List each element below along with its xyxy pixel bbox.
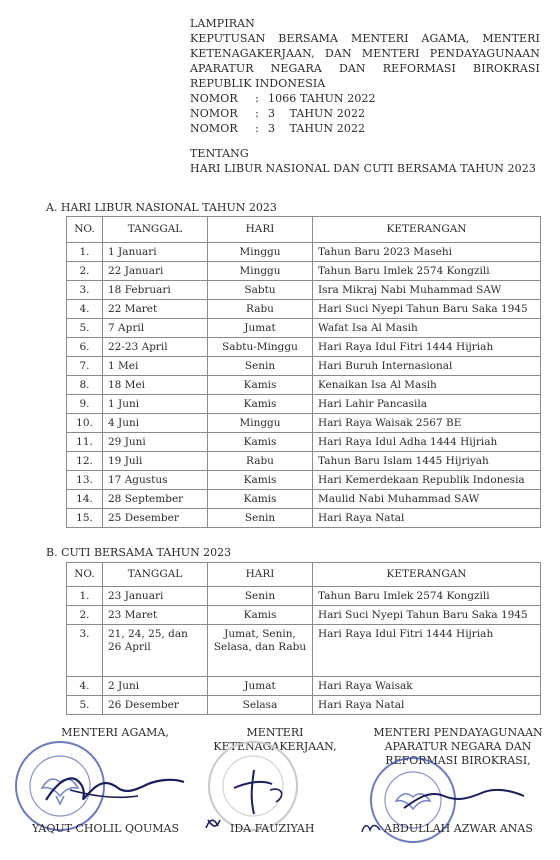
cell-tanggal: 26 Desember — [103, 696, 208, 715]
cell-no: 3. — [67, 281, 103, 300]
cell-keterangan: Hari Raya Waisak — [313, 677, 541, 696]
cell-tanggal: 19 Juli — [103, 452, 208, 471]
cell-no: 7. — [67, 357, 103, 376]
cell-no: 12. — [67, 452, 103, 471]
signature-stroke-icon — [204, 816, 222, 832]
cell-no: 14. — [67, 490, 103, 509]
cell-keterangan: Hari Raya Idul Adha 1444 Hijriah — [313, 433, 541, 452]
table-header-row — [67, 217, 541, 243]
cell-keterangan: Hari Suci Nyepi Tahun Baru Saka 1945 — [313, 300, 541, 319]
table-row — [67, 606, 541, 625]
signature-name-agama: YAQUT CHOLIL QOUMAS — [32, 822, 180, 835]
table-row — [67, 696, 541, 715]
nomor-label: NOMOR — [190, 122, 238, 135]
cell-no: 1. — [67, 243, 103, 262]
cell-no: 5. — [67, 319, 103, 338]
table-row — [67, 587, 541, 606]
cell-no: 10. — [67, 414, 103, 433]
signature-stroke-icon — [40, 760, 190, 816]
keputusan-line-2: KETENAGAKERJAAN, DAN MENTERI PENDAYAGUNAAN — [190, 47, 540, 60]
cell-tanggal: 1 Mei — [103, 357, 208, 376]
table-row — [67, 300, 541, 319]
cell-no: 13. — [67, 471, 103, 490]
cell-keterangan: Hari Kemerdekaan Republik Indonesia — [313, 471, 541, 490]
cell-no: 15. — [67, 509, 103, 528]
cell-tanggal: 1 Januari — [103, 243, 208, 262]
cell-hari: Kamis — [208, 606, 313, 625]
cell-no: 2. — [67, 606, 103, 625]
cell-keterangan: Hari Raya Natal — [313, 696, 541, 715]
cell-keterangan: Hari Raya Idul Fitri 1444 Hijriah — [313, 625, 541, 677]
cell-hari: Kamis — [208, 490, 313, 509]
cell-no: 6. — [67, 338, 103, 357]
signature-title-line: REFORMASI BIROKRASI, — [385, 754, 531, 767]
cell-tanggal: 17 Agustus — [103, 471, 208, 490]
table-row — [67, 357, 541, 376]
cell-hari: Kamis — [208, 376, 313, 395]
cell-hari: Senin — [208, 357, 313, 376]
cell-hari: Senin — [208, 509, 313, 528]
signature-stroke-icon — [400, 778, 530, 818]
cell-hari: Jumat, Senin, Selasa, dan Rabu — [208, 625, 313, 677]
cell-keterangan: Hari Lahir Pancasila — [313, 395, 541, 414]
hari-libur-table — [66, 216, 541, 528]
signature-title-line: MENTERI PENDAYAGUNAAN — [373, 726, 543, 739]
cell-tanggal: 18 Mei — [103, 376, 208, 395]
section-a-title: A. HARI LIBUR NASIONAL TAHUN 2023 — [46, 201, 277, 214]
cell-hari: Rabu — [208, 300, 313, 319]
cell-keterangan: Hari Raya Natal — [313, 509, 541, 528]
section-b-title: B. CUTI BERSAMA TAHUN 2023 — [46, 546, 232, 559]
table-row — [67, 243, 541, 262]
cuti-bersama-rows — [67, 587, 541, 715]
cell-tanggal: 25 Desember — [103, 509, 208, 528]
cell-keterangan: Hari Raya Idul Fitri 1444 Hijriah — [313, 338, 541, 357]
cell-tanggal: 22 Januari — [103, 262, 208, 281]
table-row — [67, 490, 541, 509]
column-header-tanggal: TANGGAL — [103, 217, 208, 243]
table-row — [67, 471, 541, 490]
cell-hari: Minggu — [208, 243, 313, 262]
column-header-tanggal: TANGGAL — [103, 563, 208, 587]
cell-no: 8. — [67, 376, 103, 395]
document-header — [190, 16, 540, 176]
nomor-separator: : — [255, 107, 259, 120]
cell-tanggal: 18 Februari — [103, 281, 208, 300]
keputusan-line-1: KEPUTUSAN BERSAMA MENTERI AGAMA, MENTERI — [190, 32, 540, 45]
cell-keterangan: Maulid Nabi Muhammad SAW — [313, 490, 541, 509]
column-header-hari: HARI — [208, 217, 313, 243]
cell-hari: Senin — [208, 587, 313, 606]
table-row — [67, 433, 541, 452]
cell-no: 4. — [67, 677, 103, 696]
table-row — [67, 509, 541, 528]
column-header-hari: HARI — [208, 563, 313, 587]
cell-tanggal: 22 Maret — [103, 300, 208, 319]
signature-stroke-icon — [214, 760, 304, 820]
cell-keterangan: Tahun Baru Imlek 2574 Kongzili — [313, 262, 541, 281]
cell-tanggal: 21, 24, 25, dan 26 April — [103, 625, 208, 677]
keputusan-line-3: APARATUR NEGARA DAN REFORMASI BIROKRASI — [190, 62, 540, 75]
cell-keterangan: Tahun Baru 2023 Masehi — [313, 243, 541, 262]
signature-name-ketenagakerjaan: IDA FAUZIYAH — [230, 822, 315, 835]
signature-title-line: APARATUR NEGARA DAN — [384, 740, 532, 753]
table-row — [67, 677, 541, 696]
tentang-label: TENTANG — [190, 147, 249, 160]
table-row — [67, 319, 541, 338]
hari-libur-rows — [67, 243, 541, 528]
cell-keterangan: Tahun Baru Imlek 2574 Kongzili — [313, 587, 541, 606]
nomor-label: NOMOR — [190, 92, 238, 105]
table-row — [67, 281, 541, 300]
cell-tanggal: 1 Juni — [103, 395, 208, 414]
nomor-value: 3 TAHUN 2022 — [268, 107, 366, 120]
signature-stroke-icon — [360, 820, 382, 836]
table-row — [67, 414, 541, 433]
cell-tanggal: 2 Juni — [103, 677, 208, 696]
cell-keterangan: Kenaikan Isa Al Masih — [313, 376, 541, 395]
column-header-keterangan: KETERANGAN — [313, 563, 541, 587]
nomor-separator: : — [255, 122, 259, 135]
cell-hari: Selasa — [208, 696, 313, 715]
cell-keterangan: Isra Mikraj Nabi Muhammad SAW — [313, 281, 541, 300]
cell-no: 11. — [67, 433, 103, 452]
keputusan-line-4: REPUBLIK INDONESIA — [190, 77, 326, 90]
cuti-bersama-table — [66, 562, 541, 715]
table-row — [67, 395, 541, 414]
nomor-label: NOMOR — [190, 107, 238, 120]
cell-hari: Kamis — [208, 433, 313, 452]
cell-hari: Kamis — [208, 471, 313, 490]
cell-hari: Jumat — [208, 677, 313, 696]
nomor-line-2 — [190, 106, 540, 121]
nomor-line-1 — [190, 91, 540, 106]
cell-no: 4. — [67, 300, 103, 319]
cell-no: 3. — [67, 625, 103, 677]
signature-title-line: KETENAGAKERJAAN, — [213, 740, 337, 753]
table-row — [67, 338, 541, 357]
signature-title-line: MENTERI — [246, 726, 304, 739]
table-row — [67, 376, 541, 395]
column-header-keterangan: KETERANGAN — [313, 217, 541, 243]
table-row — [67, 262, 541, 281]
signature-name-panrb: ABDULLAH AZWAR ANAS — [384, 822, 533, 835]
table-row — [67, 625, 541, 677]
signature-title-line: MENTERI AGAMA, — [61, 726, 169, 739]
cell-no: 2. — [67, 262, 103, 281]
cell-hari: Minggu — [208, 414, 313, 433]
cell-keterangan: Hari Buruh Internasional — [313, 357, 541, 376]
lampiran-label: LAMPIRAN — [190, 17, 255, 30]
cell-tanggal: 4 Juni — [103, 414, 208, 433]
cell-tanggal: 23 Januari — [103, 587, 208, 606]
nomor-value: 3 TAHUN 2022 — [268, 122, 366, 135]
cell-tanggal: 29 Juni — [103, 433, 208, 452]
cell-tanggal: 23 Maret — [103, 606, 208, 625]
cell-hari: Kamis — [208, 395, 313, 414]
cell-no: 9. — [67, 395, 103, 414]
cell-tanggal: 22-23 April — [103, 338, 208, 357]
cell-hari: Sabtu — [208, 281, 313, 300]
column-header-no: NO. — [67, 563, 103, 587]
cell-hari: Sabtu-Minggu — [208, 338, 313, 357]
cell-tanggal: 28 September — [103, 490, 208, 509]
cell-keterangan: Wafat Isa Al Masih — [313, 319, 541, 338]
cell-tanggal: 7 April — [103, 319, 208, 338]
table-header-row — [67, 563, 541, 587]
nomor-separator: : — [255, 92, 259, 105]
cell-keterangan: Hari Raya Waisak 2567 BE — [313, 414, 541, 433]
cell-no: 5. — [67, 696, 103, 715]
nomor-line-3 — [190, 121, 540, 136]
signature-title-agama — [50, 726, 180, 740]
document-subject: HARI LIBUR NASIONAL DAN CUTI BERSAMA TAHUN 2023 — [190, 162, 536, 175]
cell-hari: Minggu — [208, 262, 313, 281]
cell-keterangan: Tahun Baru Islam 1445 Hijriyah — [313, 452, 541, 471]
nomor-value: 1066 TAHUN 2022 — [268, 92, 376, 105]
cell-hari: Jumat — [208, 319, 313, 338]
column-header-no: NO. — [67, 217, 103, 243]
cell-hari: Rabu — [208, 452, 313, 471]
cell-keterangan: Hari Suci Nyepi Tahun Baru Saka 1945 — [313, 606, 541, 625]
table-row — [67, 452, 541, 471]
cell-no: 1. — [67, 587, 103, 606]
